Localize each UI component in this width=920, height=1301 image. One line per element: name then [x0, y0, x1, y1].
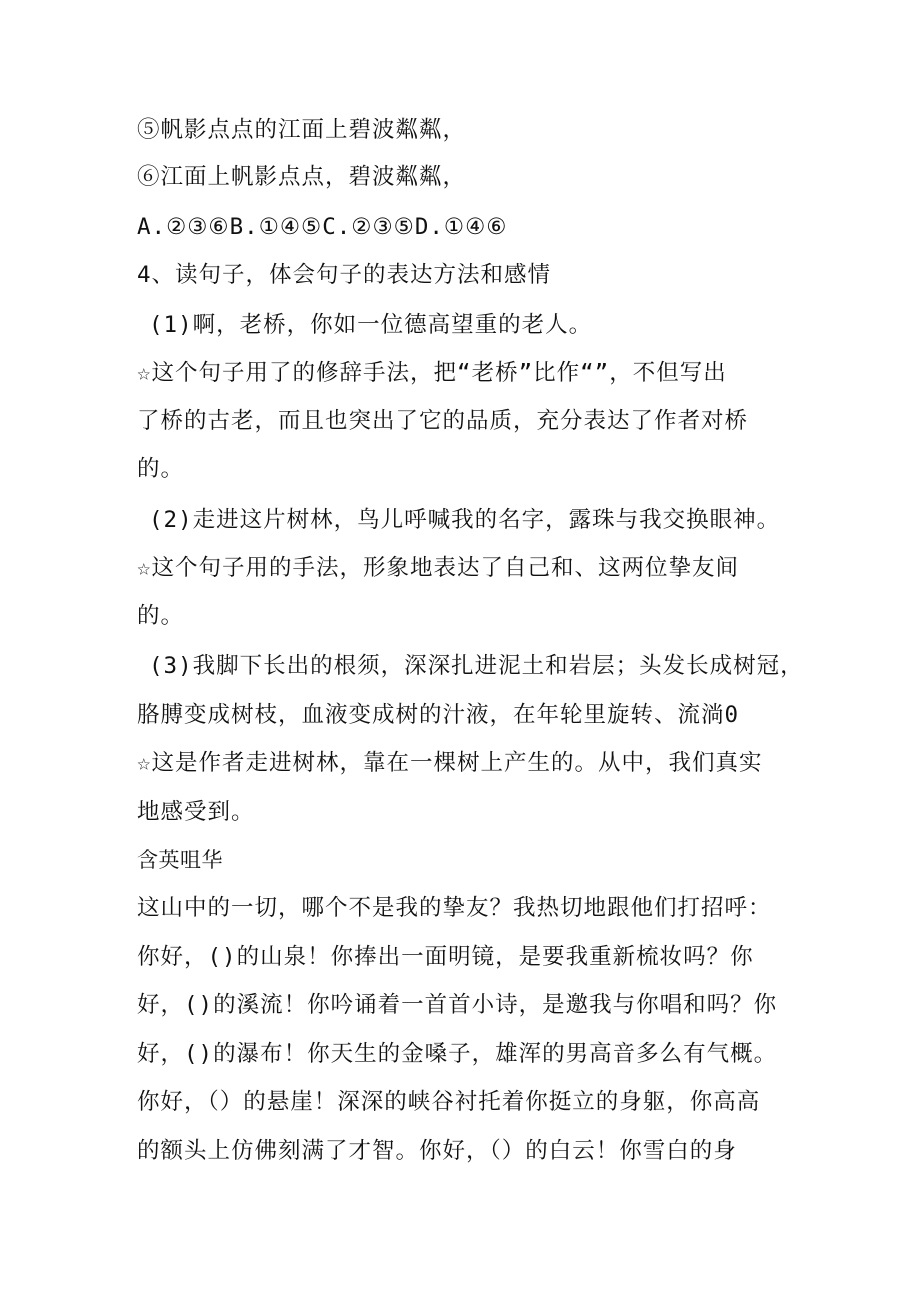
- sentence-3-line-1: (3)我脚下长出的根须，深深扎进泥土和岩层；头发长成树冠，: [149, 653, 804, 679]
- prompt-1-line-1: ☆这个句子用了的修辞手法，把“老桥”比作“”，不但写出: [137, 360, 727, 386]
- prompt-3-line-1: ☆这是作者走进树林，靠在一棵树上产生的。从中，我们真实: [137, 750, 763, 776]
- section-heading: 含英咀华: [137, 848, 223, 872]
- prompt-3-line-2: 地感受到。: [137, 799, 255, 825]
- passage-line-5: 你好，（）的悬崖！深深的峡谷衬托着你挺立的身躯，你高高: [137, 1089, 761, 1115]
- question-4-heading: 4、读句子，体会句子的表达方法和感情: [137, 262, 552, 288]
- sentence-3-line-2: 胳膊变成树枝，血液变成树的汁液，在年轮里旋转、流淌0: [137, 702, 740, 728]
- prompt-2-line-1: ☆这个句子用的手法，形象地表达了自己和、这两位挚友间: [137, 555, 740, 581]
- prompt-1-line-3: 的。: [137, 456, 185, 482]
- prompt-1-line-2: 了桥的古老，而且也突出了它的品质，充分表达了作者对桥: [137, 408, 749, 434]
- option-line-5: ⑤帆影点点的江面上碧波粼粼，: [137, 117, 467, 143]
- prompt-2-line-2: 的。: [137, 603, 185, 629]
- passage-line-2: 你好，()的山泉！你捧出一面明镜，是要我重新梳妆吗？你: [137, 944, 754, 970]
- option-line-6: ⑥江面上帆影点点，碧波粼粼，: [137, 164, 467, 190]
- sentence-2: (2)走进这片树林，鸟儿呼喊我的名字，露珠与我交换眼神。: [149, 507, 781, 533]
- passage-line-3: 好，()的溪流！你吟诵着一首首小诗，是邀我与你唱和吗？你: [137, 992, 778, 1018]
- sentence-1: (1)啊，老桥，你如一位德高望重的老人。: [149, 312, 593, 338]
- passage-line-4: 好，()的瀑布！你天生的金嗓子，雄浑的男高音多么有气概。: [137, 1041, 778, 1067]
- passage-line-6: 的额头上仿佛刻满了才智。你好，（）的白云！你雪白的身: [137, 1138, 737, 1164]
- passage-line-1: 这山中的一切，哪个不是我的挚友？我热切地跟他们打招呼：: [137, 895, 772, 921]
- answer-choices: A.②③⑥B.①④⑤C.②③⑤D.①④⑥: [137, 214, 508, 240]
